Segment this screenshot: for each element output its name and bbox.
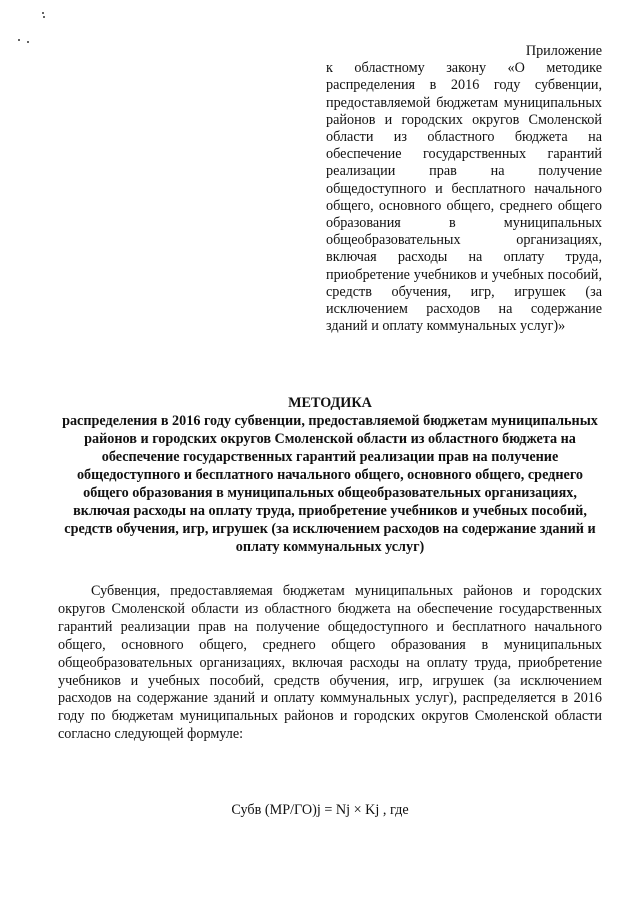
annex-heading: Приложение	[525, 43, 602, 59]
annex-text: к областному закону «О методике распределения в 2016 году субвенции, предоставляемой бюджетам муниципальных районов и городских округов Смоленской области из областного бюджета на обеспечение государственных гарантий реализации прав на получение общедоступного и бесплатного начального общего, основного общего, среднего общего образования в муниципальных общеобразовательных организациях, включая расходы на оплату труда, приобретение учебников и учебных пособий, средств обучения, игр, игрушек (за исключением расходов на содержание зданий и оплату коммунальных услуг)»	[326, 60, 602, 335]
annex-block	[326, 43, 602, 335]
scan-specks	[18, 10, 48, 50]
scan-speck	[27, 41, 29, 43]
methodology-heading-block	[58, 394, 602, 556]
scan-speck	[18, 39, 20, 41]
scan-speck	[43, 16, 45, 18]
methodology-title: МЕТОДИКА	[288, 395, 372, 411]
methodology-subtitle: распределения в 2016 году субвенции, предоставляемой бюджетам муниципальных районов и городских округов Смоленской области из областного бюджета на обеспечение государственных гарантий реализации прав на получение общедоступного и бесплатного начального общего, основного общего, среднего общего образования в муниципальных общеобразовательных организациях, включая расходы на оплату труда, приобретение учебников и учебных пособий, средств обучения, игр, игрушек (за исключением расходов на содержание зданий и оплату коммунальных услуг)	[62, 413, 598, 555]
body-paragraph: Субвенция, предоставляемая бюджетам муниципальных районов и городских округов Смоленской области из областного бюджета на обеспечение государственных гарантий реализации прав на получение общедоступного и бесплатного начального общего, основного общего, среднего общего образования в муниципальных общеобразовательных организациях, включая расходы на оплату труда, приобретение учебников и учебных пособий, средств обучения, игр, игрушек (за исключением расходов на содержание зданий и оплату коммунальных услуг), распределяется в 2016 году по бюджетам муниципальных районов и городских округов Смоленской области согласно следующей формуле:	[58, 583, 602, 743]
scan-speck	[42, 12, 44, 14]
distribution-formula: Субв (МР/ГО)j = Nj × Kj , где	[231, 802, 409, 818]
